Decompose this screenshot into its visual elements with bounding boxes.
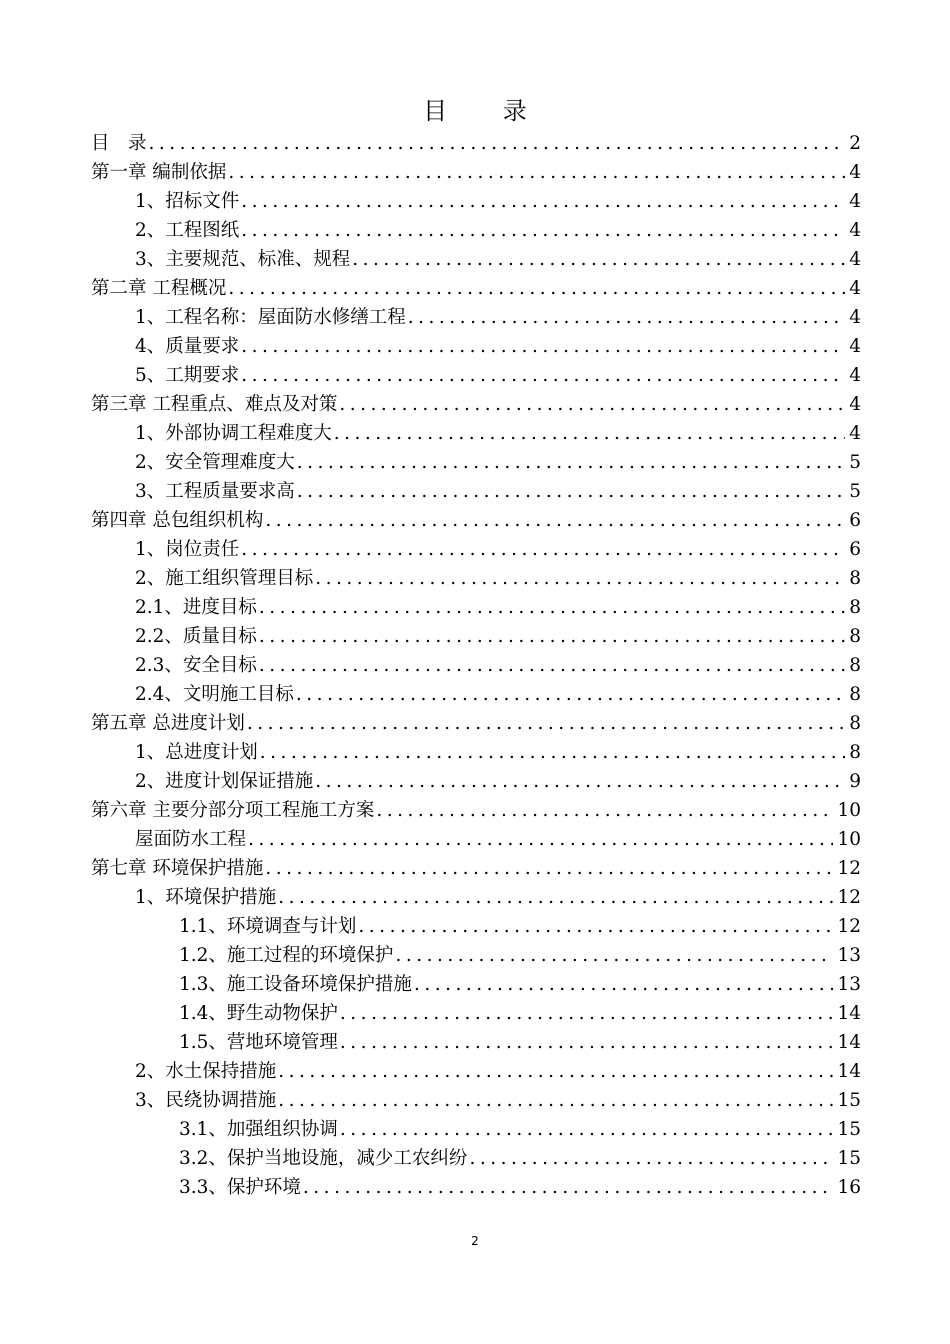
toc-entry-page: 14 [837,1003,861,1024]
toc-entry-title: 1、工程名称：屋面防水修缮工程 [135,307,406,328]
toc-dot-leader [265,506,845,535]
toc-dot-leader [247,709,845,738]
toc-entry[interactable] [91,883,861,912]
toc-dot-leader [241,187,845,216]
toc-entry-page: 10 [837,800,861,821]
toc-entry-title: 2、安全管理难度大 [135,452,295,473]
toc-dot-leader [303,1173,834,1202]
toc-entry-page: 4 [849,162,861,183]
toc-entry[interactable] [91,274,861,303]
toc-entry[interactable] [91,622,861,651]
toc-entry-page: 4 [849,278,861,299]
toc-entry[interactable] [91,129,861,158]
toc-entry-page: 14 [837,1061,861,1082]
toc-entry-title: 第七章 环境保护措施 [91,858,264,879]
toc-entry[interactable] [91,477,861,506]
toc-dot-leader [297,477,845,506]
toc-entry-title: 1、环境保护措施 [135,887,277,908]
table-of-contents [91,129,861,1202]
toc-entry-title: 2、水土保持措施 [135,1061,277,1082]
toc-entry[interactable] [91,535,861,564]
toc-dot-leader [340,1028,834,1057]
toc-dot-leader [260,738,845,767]
toc-entry-title: 1.4、野生动物保护 [179,1003,338,1024]
toc-entry-title: 2.3、安全目标 [135,655,257,676]
toc-entry-title: 3.1、加强组织协调 [179,1119,338,1140]
toc-entry[interactable] [91,564,861,593]
toc-entry-page: 12 [837,887,861,908]
toc-entry-page: 12 [837,916,861,937]
toc-dot-leader [395,941,833,970]
toc-entry-page: 4 [849,307,861,328]
toc-entry-page: 2 [849,133,861,154]
toc-entry[interactable] [91,912,861,941]
toc-entry-title: 2.2、质量目标 [135,626,257,647]
toc-entry-title: 3、民绕协调措施 [135,1090,277,1111]
toc-entry[interactable] [91,1173,861,1202]
toc-entry[interactable] [91,419,861,448]
toc-entry[interactable] [91,767,861,796]
toc-entry[interactable] [91,245,861,274]
toc-entry[interactable] [91,1115,861,1144]
toc-entry-title: 2、进度计划保证措施 [135,771,314,792]
toc-entry[interactable] [91,854,861,883]
toc-entry[interactable] [91,216,861,245]
toc-entry[interactable] [91,680,861,709]
toc-entry[interactable] [91,1086,861,1115]
toc-dot-leader [315,767,845,796]
toc-entry[interactable] [91,361,861,390]
toc-entry[interactable] [91,709,861,738]
toc-dot-leader [296,680,845,709]
toc-entry-title: 第二章 工程概况 [91,278,227,299]
toc-entry-page: 10 [837,829,861,850]
toc-entry[interactable] [91,796,861,825]
toc-entry-page: 9 [849,771,861,792]
toc-dot-leader [248,825,833,854]
toc-title: 目 录 [423,97,551,125]
toc-entry-page: 15 [837,1090,861,1111]
toc-entry-title: 1.1、环境调查与计划 [179,916,357,937]
toc-entry[interactable] [91,303,861,332]
toc-entry-page: 6 [849,539,861,560]
toc-entry[interactable] [91,1144,861,1173]
toc-entry[interactable] [91,999,861,1028]
toc-entry-page: 8 [849,684,861,705]
toc-entry-page: 8 [849,626,861,647]
toc-dot-leader [340,999,834,1028]
toc-entry[interactable] [91,390,861,419]
toc-entry[interactable] [91,1028,861,1057]
toc-dot-leader [278,1057,833,1086]
toc-entry-page: 4 [849,423,861,444]
toc-entry-title: 第四章 总包组织机构 [91,510,264,531]
toc-entry-title: 1.5、营地环境管理 [179,1032,338,1053]
toc-dot-leader [278,883,833,912]
toc-dot-leader [241,535,845,564]
toc-entry-page: 8 [849,713,861,734]
toc-entry[interactable] [91,187,861,216]
toc-entry-page: 4 [849,220,861,241]
toc-entry[interactable] [91,448,861,477]
toc-entry-page: 6 [849,510,861,531]
toc-dot-leader [241,332,845,361]
toc-entry-title: 2.1、进度目标 [135,597,257,618]
toc-dot-leader [414,970,834,999]
toc-dot-leader [265,854,833,883]
toc-entry-title: 5、工期要求 [135,365,240,386]
toc-entry-title: 3.3、保护环境 [179,1177,301,1198]
toc-entry[interactable] [91,1057,861,1086]
toc-entry-title: 2.4、文明施工目标 [135,684,294,705]
toc-dot-leader [352,245,845,274]
toc-entry-title: 2、工程图纸 [135,220,240,241]
toc-entry-title: 4、质量要求 [135,336,240,357]
toc-entry[interactable] [91,506,861,535]
toc-entry-title: 2、施工组织管理目标 [135,568,314,589]
toc-dot-leader [358,912,833,941]
toc-entry-page: 4 [849,191,861,212]
toc-entry-page: 14 [837,1032,861,1053]
toc-entry-title: 第一章 编制依据 [91,162,227,183]
toc-entry-page: 13 [837,974,861,995]
toc-entry-title: 屋面防水工程 [135,829,247,850]
toc-entry-page: 4 [849,336,861,357]
toc-entry-title: 1、外部协调工程难度大 [135,423,332,444]
toc-entry-title: 目 录 [91,133,147,154]
toc-dot-leader [334,419,845,448]
toc-dot-leader [408,303,845,332]
toc-entry-title: 1.3、施工设备环境保护措施 [179,974,412,995]
toc-dot-leader [241,361,845,390]
toc-dot-leader [339,390,845,419]
toc-entry-title: 1.2、施工过程的环境保护 [179,945,394,966]
toc-dot-leader [315,564,845,593]
toc-entry-title: 第三章 工程重点、难点及对策 [91,394,338,415]
toc-entry-page: 8 [849,568,861,589]
toc-entry-page: 4 [849,249,861,270]
toc-entry-page: 12 [837,858,861,879]
toc-dot-leader [149,129,846,158]
toc-entry-title: 3.2、保护当地设施，减少工农纠纷 [179,1148,468,1169]
toc-entry-page: 8 [849,655,861,676]
toc-entry-page: 8 [849,742,861,763]
toc-dot-leader [469,1144,833,1173]
toc-dot-leader [259,593,845,622]
toc-entry-page: 15 [837,1119,861,1140]
toc-entry[interactable] [91,970,861,999]
toc-entry-page: 5 [849,481,861,502]
toc-entry-title: 1、招标文件 [135,191,240,212]
toc-entry[interactable] [91,593,861,622]
toc-entry-page: 4 [849,365,861,386]
toc-entry-page: 5 [849,452,861,473]
toc-entry-title: 3、工程质量要求高 [135,481,295,502]
toc-entry[interactable] [91,158,861,187]
toc-dot-leader [340,1115,834,1144]
toc-entry-title: 1、总进度计划 [135,742,258,763]
page-number: 2 [471,1234,479,1248]
toc-dot-leader [278,1086,833,1115]
toc-entry-title: 第五章 总进度计划 [91,713,245,734]
toc-entry-page: 15 [837,1148,861,1169]
toc-entry[interactable] [91,825,861,854]
toc-entry-page: 8 [849,597,861,618]
toc-entry-page: 13 [837,945,861,966]
toc-entry[interactable] [91,332,861,361]
toc-dot-leader [259,651,845,680]
toc-entry-page: 4 [849,394,861,415]
toc-entry-title: 1、岗位责任 [135,539,240,560]
toc-entry-title: 3、主要规范、标准、规程 [135,249,351,270]
toc-entry[interactable] [91,738,861,767]
toc-dot-leader [297,448,845,477]
toc-dot-leader [228,158,845,187]
toc-entry-title: 第六章 主要分部分项工程施工方案 [91,800,375,821]
toc-entry-page: 16 [837,1177,861,1198]
toc-dot-leader [241,216,845,245]
toc-entry[interactable] [91,651,861,680]
toc-dot-leader [228,274,845,303]
toc-dot-leader [259,622,845,651]
toc-entry[interactable] [91,941,861,970]
toc-dot-leader [376,796,833,825]
